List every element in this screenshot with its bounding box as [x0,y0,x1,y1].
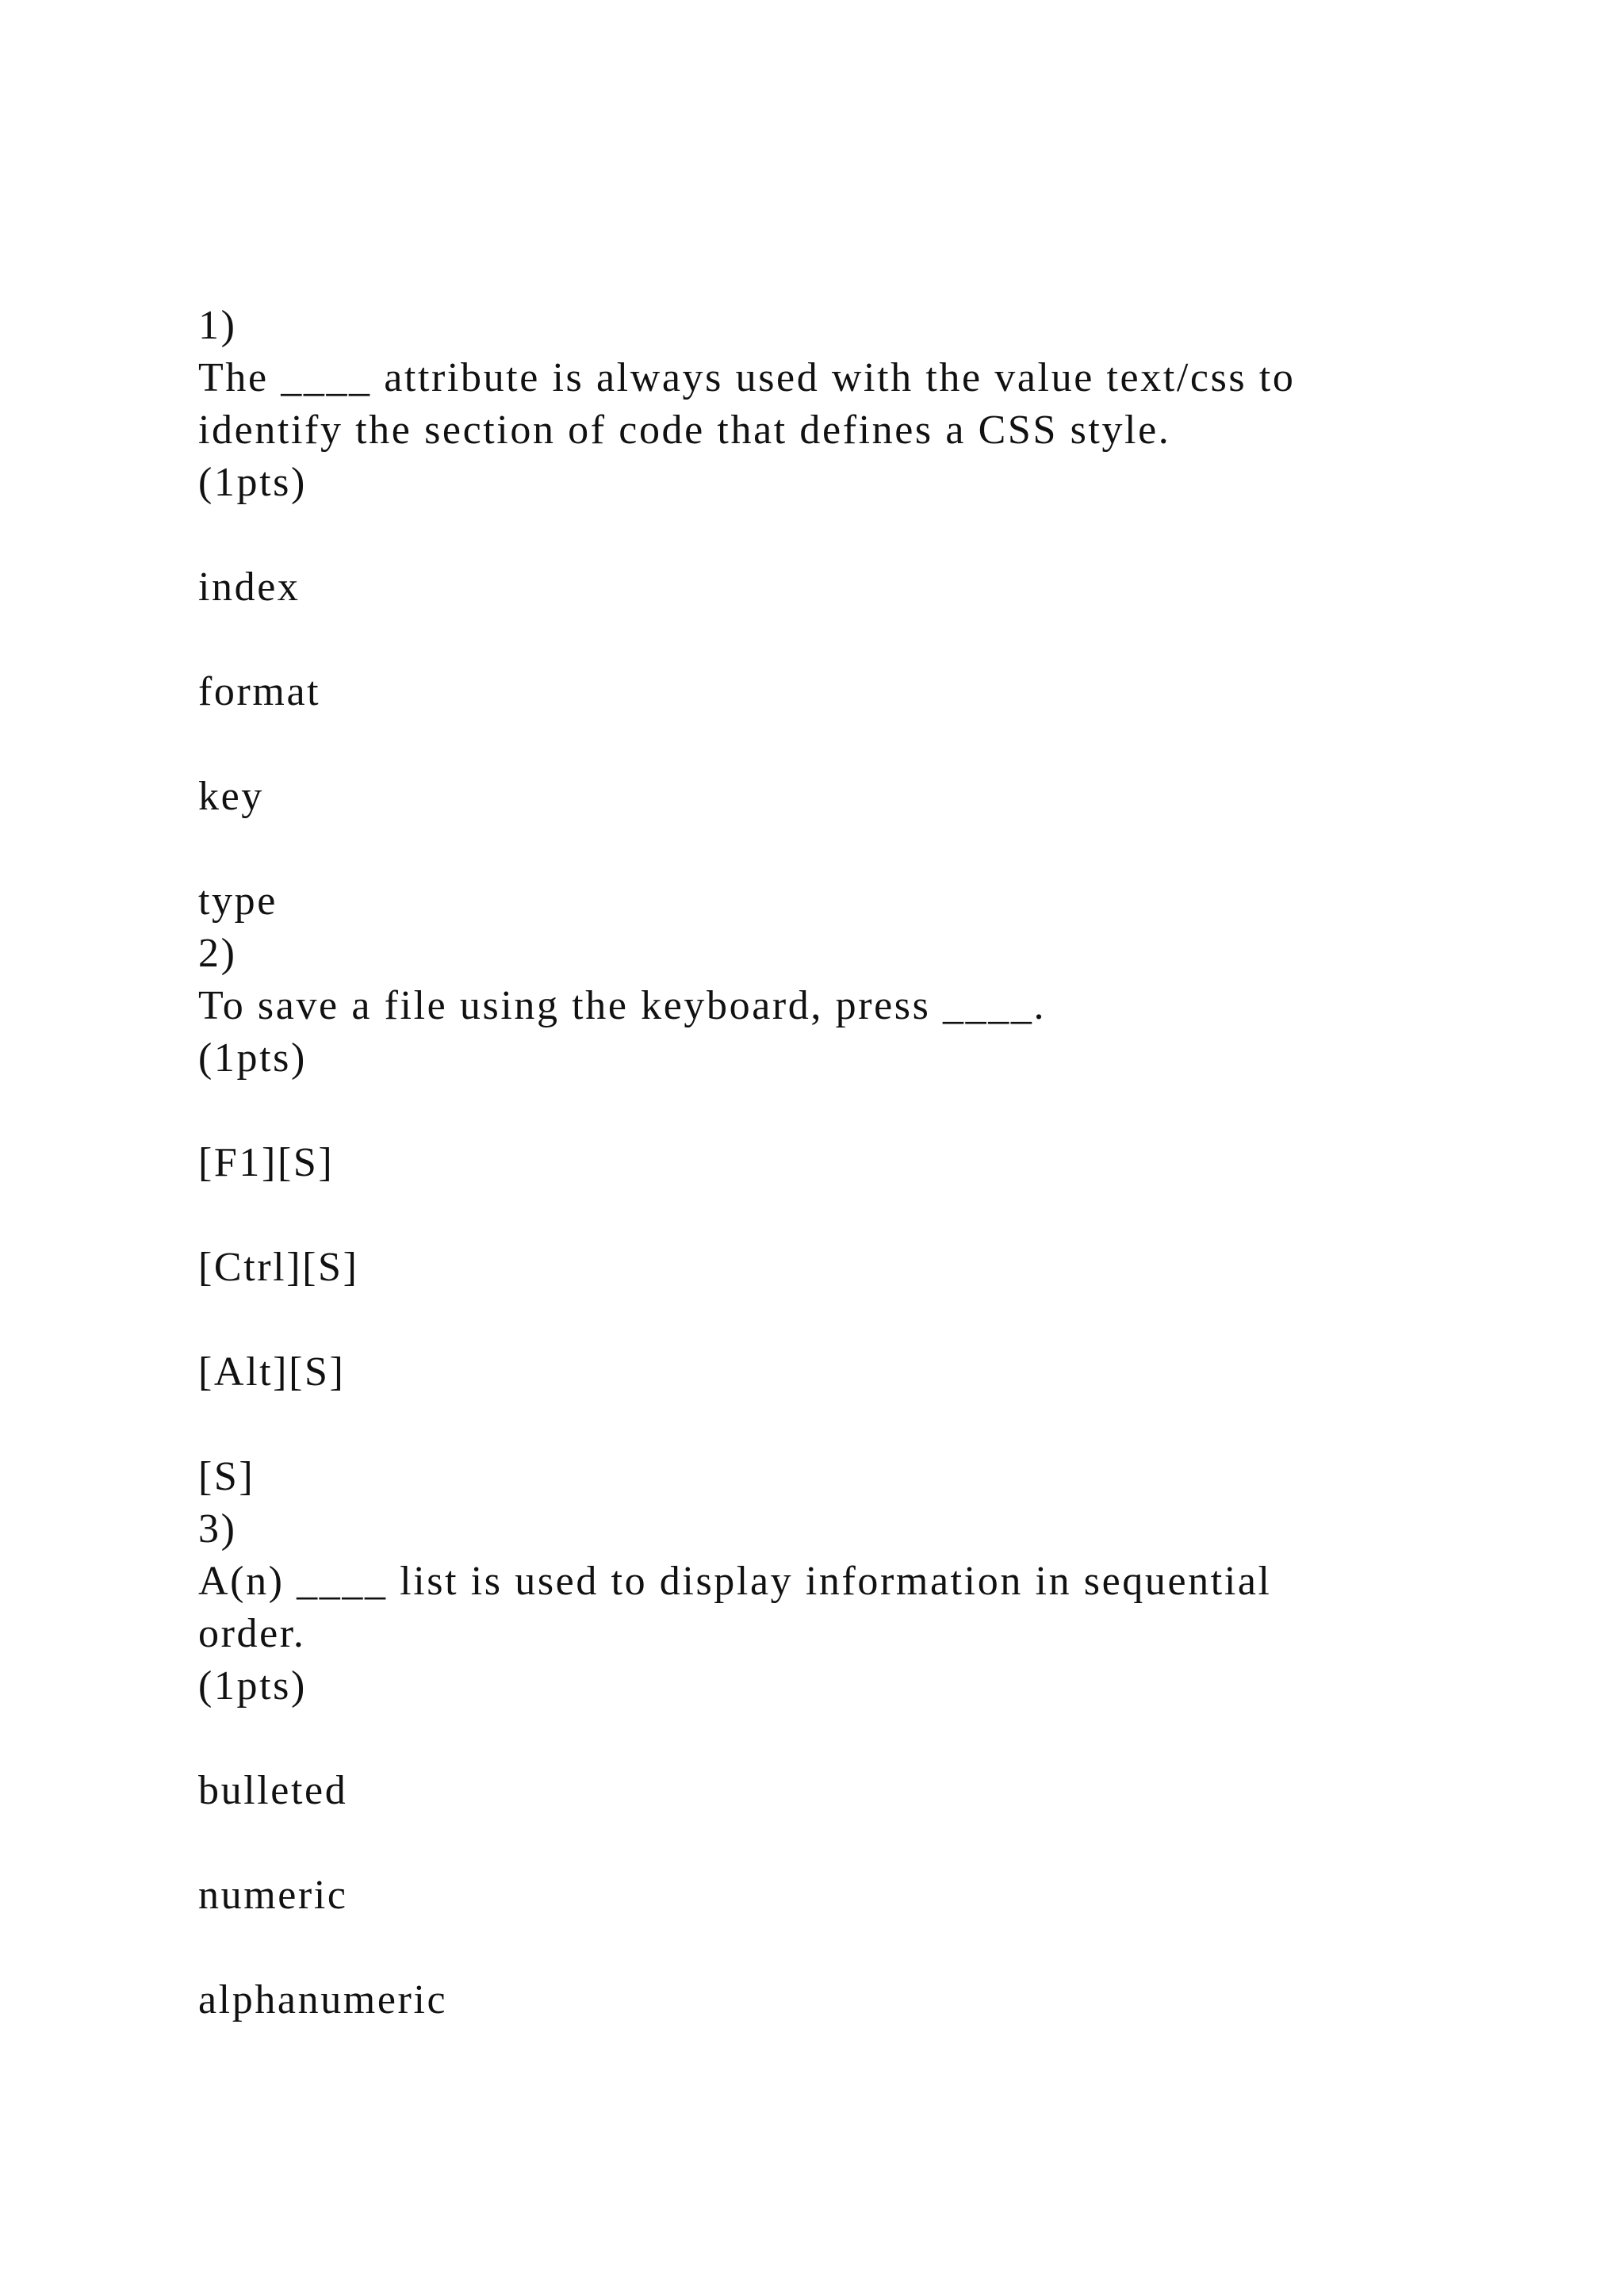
question-prompt-line: A(n) ____ list is used to display information in sequential [198,1559,1272,1604]
answer-option: numeric [198,1873,348,1918]
spacer [198,1189,1435,1242]
spacer [198,823,1435,875]
answer-option: bulleted [198,1768,348,1813]
question-prompt-line: The ____ attribute is always used with the value text/css to [198,355,1296,400]
answer-option: key [198,774,264,819]
answer-option: [S] [198,1454,255,1499]
question-number: 2) [198,931,237,976]
answer-option: alphanumeric [198,1977,448,2022]
quiz-content [198,300,1435,2026]
question-points: (1pts) [198,460,307,505]
answer-option: [F1][S] [198,1140,335,1185]
question-points: (1pts) [198,1035,307,1081]
spacer [198,1817,1435,1869]
spacer [198,1085,1435,1137]
answer-option: type [198,878,278,924]
question-3 [198,1503,1435,2026]
question-prompt-line: order. [198,1611,306,1656]
spacer [198,509,1435,561]
question-1 [198,300,1435,928]
question-number: 3) [198,1506,237,1552]
spacer [198,1922,1435,1974]
question-points: (1pts) [198,1663,307,1709]
answer-option: index [198,564,301,610]
question-prompt-line: To save a file using the keyboard, press ____. [198,983,1047,1028]
question-number: 1) [198,303,237,348]
answer-option: [Ctrl][S] [198,1245,359,1290]
spacer [198,718,1435,771]
question-2 [198,928,1435,1503]
question-prompt-line: identify the section of code that defines a CSS style. [198,408,1171,453]
answer-option: format [198,669,321,714]
spacer [198,1712,1435,1765]
answer-option: [Alt][S] [198,1349,346,1395]
spacer [198,614,1435,666]
spacer [198,1294,1435,1346]
spacer [198,1399,1435,1451]
